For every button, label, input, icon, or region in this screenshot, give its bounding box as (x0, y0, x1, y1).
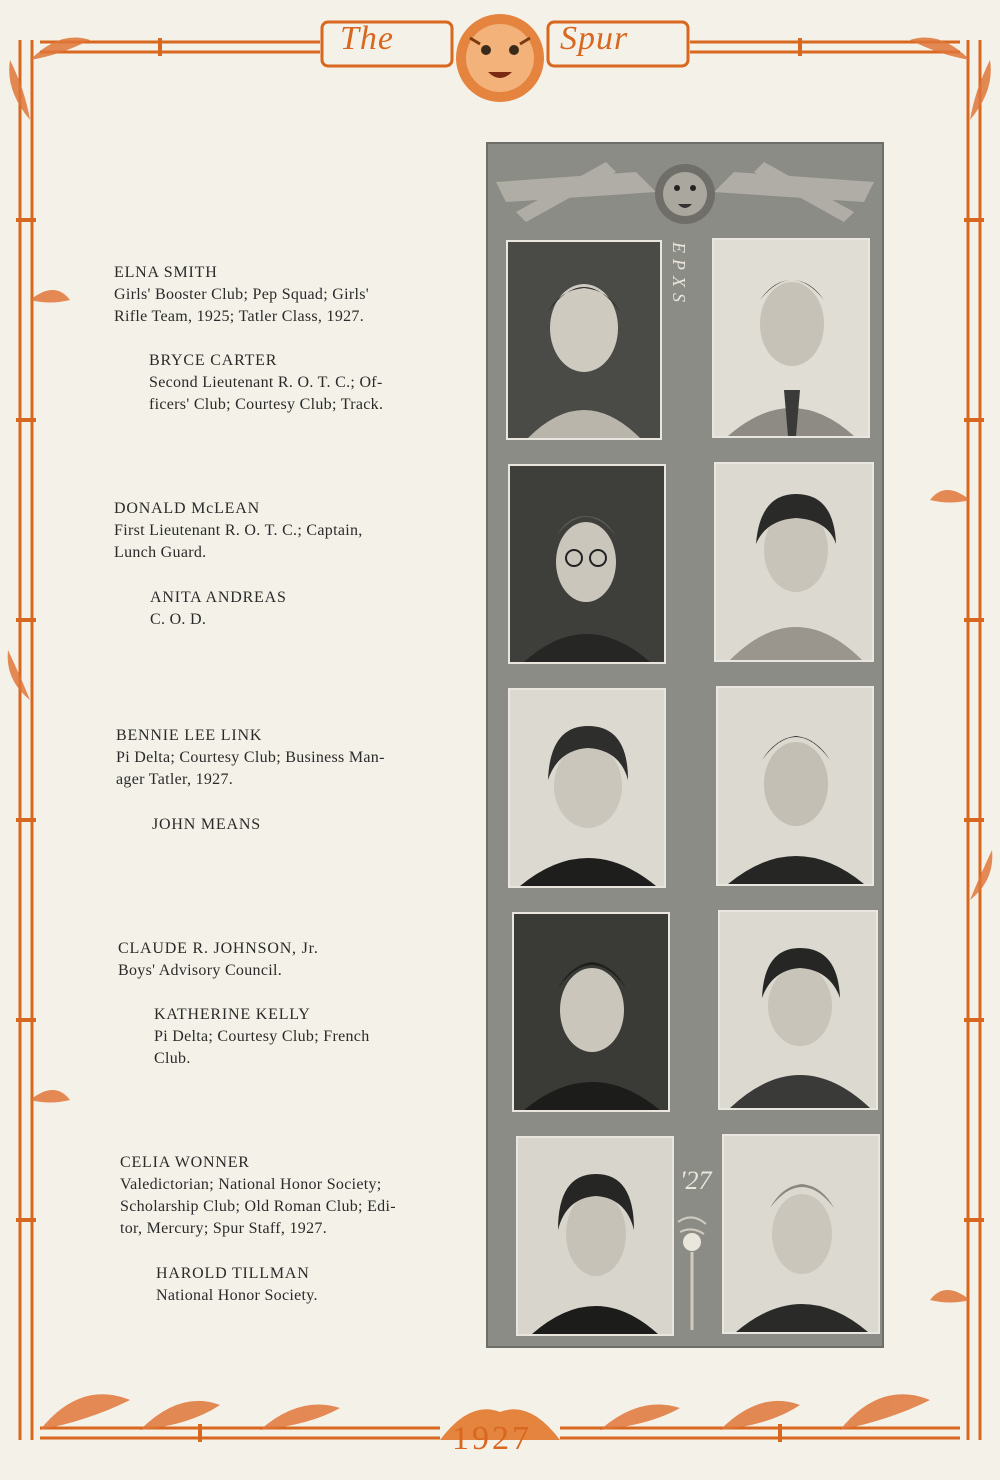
photo-panel (486, 142, 884, 1348)
entry-anita-andreas (150, 587, 470, 631)
portrait-donald-mclean (508, 464, 666, 664)
portrait-katherine-kelly (718, 910, 878, 1110)
student-name: CELIA WONNER (120, 1154, 250, 1171)
entry-claude-johnson (118, 938, 474, 982)
entry-elna-smith (114, 262, 470, 328)
portrait-harold-tillman (722, 1134, 880, 1334)
header-title-left: The (340, 20, 394, 57)
activities-line: C. O. D. (150, 611, 207, 628)
activities-line: Club. (154, 1050, 191, 1067)
student-name: ANITA ANDREAS (150, 589, 287, 606)
student-name: HAROLD TILLMAN (156, 1265, 310, 1282)
entry-bryce-carter (149, 350, 469, 416)
student-name: DONALD McLEAN (114, 500, 260, 517)
student-name: JOHN MEANS (152, 816, 261, 833)
activities-line: Boys' Advisory Council. (118, 962, 283, 979)
class-year-mark: '27 (680, 1166, 712, 1195)
portrait-claude-johnson (512, 912, 670, 1112)
entry-bennie-lee-link (116, 725, 472, 791)
activities-line: Rifle Team, 1925; Tatler Class, 1927. (114, 308, 365, 325)
portrait-anita-andreas (714, 462, 874, 662)
palm-tree-decoration (674, 1212, 710, 1332)
student-name: ELNA SMITH (114, 264, 218, 281)
student-name: BENNIE LEE LINK (116, 727, 263, 744)
activities-line: Girls' Booster Club; Pep Squad; Girls' (114, 286, 369, 303)
entry-katherine-kelly (154, 1004, 474, 1070)
entry-harold-tillman (156, 1263, 476, 1307)
activities-line: Pi Delta; Courtesy Club; Business Man- (116, 749, 385, 766)
portrait-john-means (716, 686, 874, 886)
student-name: BRYCE CARTER (149, 352, 278, 369)
activities-line: Lunch Guard. (114, 544, 207, 561)
activities-line: Valedictorian; National Honor Society; (120, 1176, 382, 1193)
portrait-bryce-carter (712, 238, 870, 438)
student-name: KATHERINE KELLY (154, 1006, 311, 1023)
entry-celia-wonner (120, 1152, 480, 1240)
header-title-right: Spur (560, 20, 629, 57)
entry-john-means (152, 814, 472, 836)
activities-line: ager Tatler, 1927. (116, 771, 234, 788)
tiger-crest-decoration (486, 142, 884, 238)
student-name: CLAUDE R. JOHNSON, Jr. (118, 940, 319, 957)
activities-line: tor, Mercury; Spur Staff, 1927. (120, 1220, 328, 1237)
activities-line: Pi Delta; Courtesy Club; French (154, 1028, 370, 1045)
tiger-head-icon (456, 14, 544, 102)
activities-line: National Honor Society. (156, 1287, 318, 1304)
activities-line: ficers' Club; Courtesy Club; Track. (149, 396, 384, 413)
portrait-elna-smith (506, 240, 662, 440)
portrait-celia-wonner (516, 1136, 674, 1336)
activities-line: First Lieutenant R. O. T. C.; Captain, (114, 522, 363, 539)
footer-year: 1927 (452, 1420, 532, 1457)
portrait-bennie-lee-link (508, 688, 666, 888)
side-letters: EPXS (669, 242, 689, 308)
entry-donald-mclean (114, 498, 470, 564)
activities-line: Scholarship Club; Old Roman Club; Edi- (120, 1198, 396, 1215)
activities-line: Second Lieutenant R. O. T. C.; Of- (149, 374, 383, 391)
